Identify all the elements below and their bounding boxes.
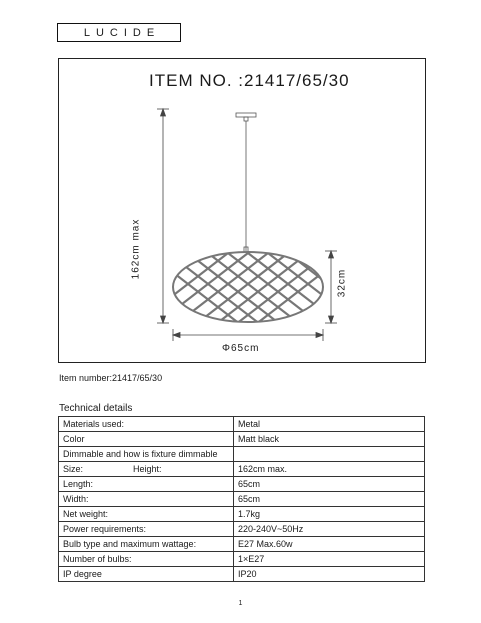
table-row <box>59 477 425 492</box>
spec-value: E27 Max.60w <box>234 537 425 552</box>
lamp-drawing <box>59 59 425 362</box>
table-row <box>59 432 425 447</box>
spec-label: Dimmable and how is fixture dimmable <box>59 447 234 462</box>
table-row <box>59 522 425 537</box>
table-row <box>59 462 425 477</box>
drawing-item-number: ITEM NO. :21417/65/30 <box>149 71 350 90</box>
table-row <box>59 537 425 552</box>
spec-label: Length: <box>59 477 234 492</box>
table-row <box>59 552 425 567</box>
ceiling-canopy <box>236 113 256 117</box>
page-number: 1 <box>238 600 243 607</box>
spec-value: 1.7kg <box>234 507 425 522</box>
spec-value <box>234 447 425 462</box>
height-dimension <box>157 109 169 323</box>
spec-label <box>59 462 234 477</box>
spec-value: 65cm <box>234 477 425 492</box>
diameter-dimension <box>173 329 323 341</box>
spec-label: Bulb type and maximum wattage: <box>59 537 234 552</box>
spec-label: Net weight: <box>59 507 234 522</box>
spec-label: Width: <box>59 492 234 507</box>
brand-logo: LUCIDE <box>57 23 181 42</box>
technical-details-title: Technical details <box>59 403 133 414</box>
spec-value: IP20 <box>234 567 425 582</box>
depth-label: 32cm <box>336 268 348 298</box>
spec-label: Color <box>59 432 234 447</box>
spec-value: 65cm <box>234 492 425 507</box>
spec-label: Number of bulbs: <box>59 552 234 567</box>
height-label-cell: Height: <box>133 464 162 474</box>
lamp-shade <box>65 209 425 362</box>
spec-value: Matt black <box>234 432 425 447</box>
table-row <box>59 417 425 432</box>
depth-dimension <box>325 251 337 323</box>
spec-label: Materials used: <box>59 417 234 432</box>
table-row <box>59 492 425 507</box>
spec-value: 162cm max. <box>234 462 425 477</box>
spec-value: Metal <box>234 417 425 432</box>
technical-drawing <box>58 58 426 363</box>
table-row <box>59 447 425 462</box>
spec-label: IP degree <box>59 567 234 582</box>
size-label: Size: <box>63 464 84 474</box>
specs-table <box>58 416 425 582</box>
diameter-label: Φ65cm <box>222 343 260 354</box>
item-number-line: Item number:21417/65/30 <box>59 373 163 383</box>
spec-value: 220-240V~50Hz <box>234 522 425 537</box>
table-row <box>59 567 425 582</box>
height-label: 162cm max <box>130 218 142 280</box>
spec-label: Power requirements: <box>59 522 234 537</box>
spec-value: 1×E27 <box>234 552 425 567</box>
table-row <box>59 507 425 522</box>
